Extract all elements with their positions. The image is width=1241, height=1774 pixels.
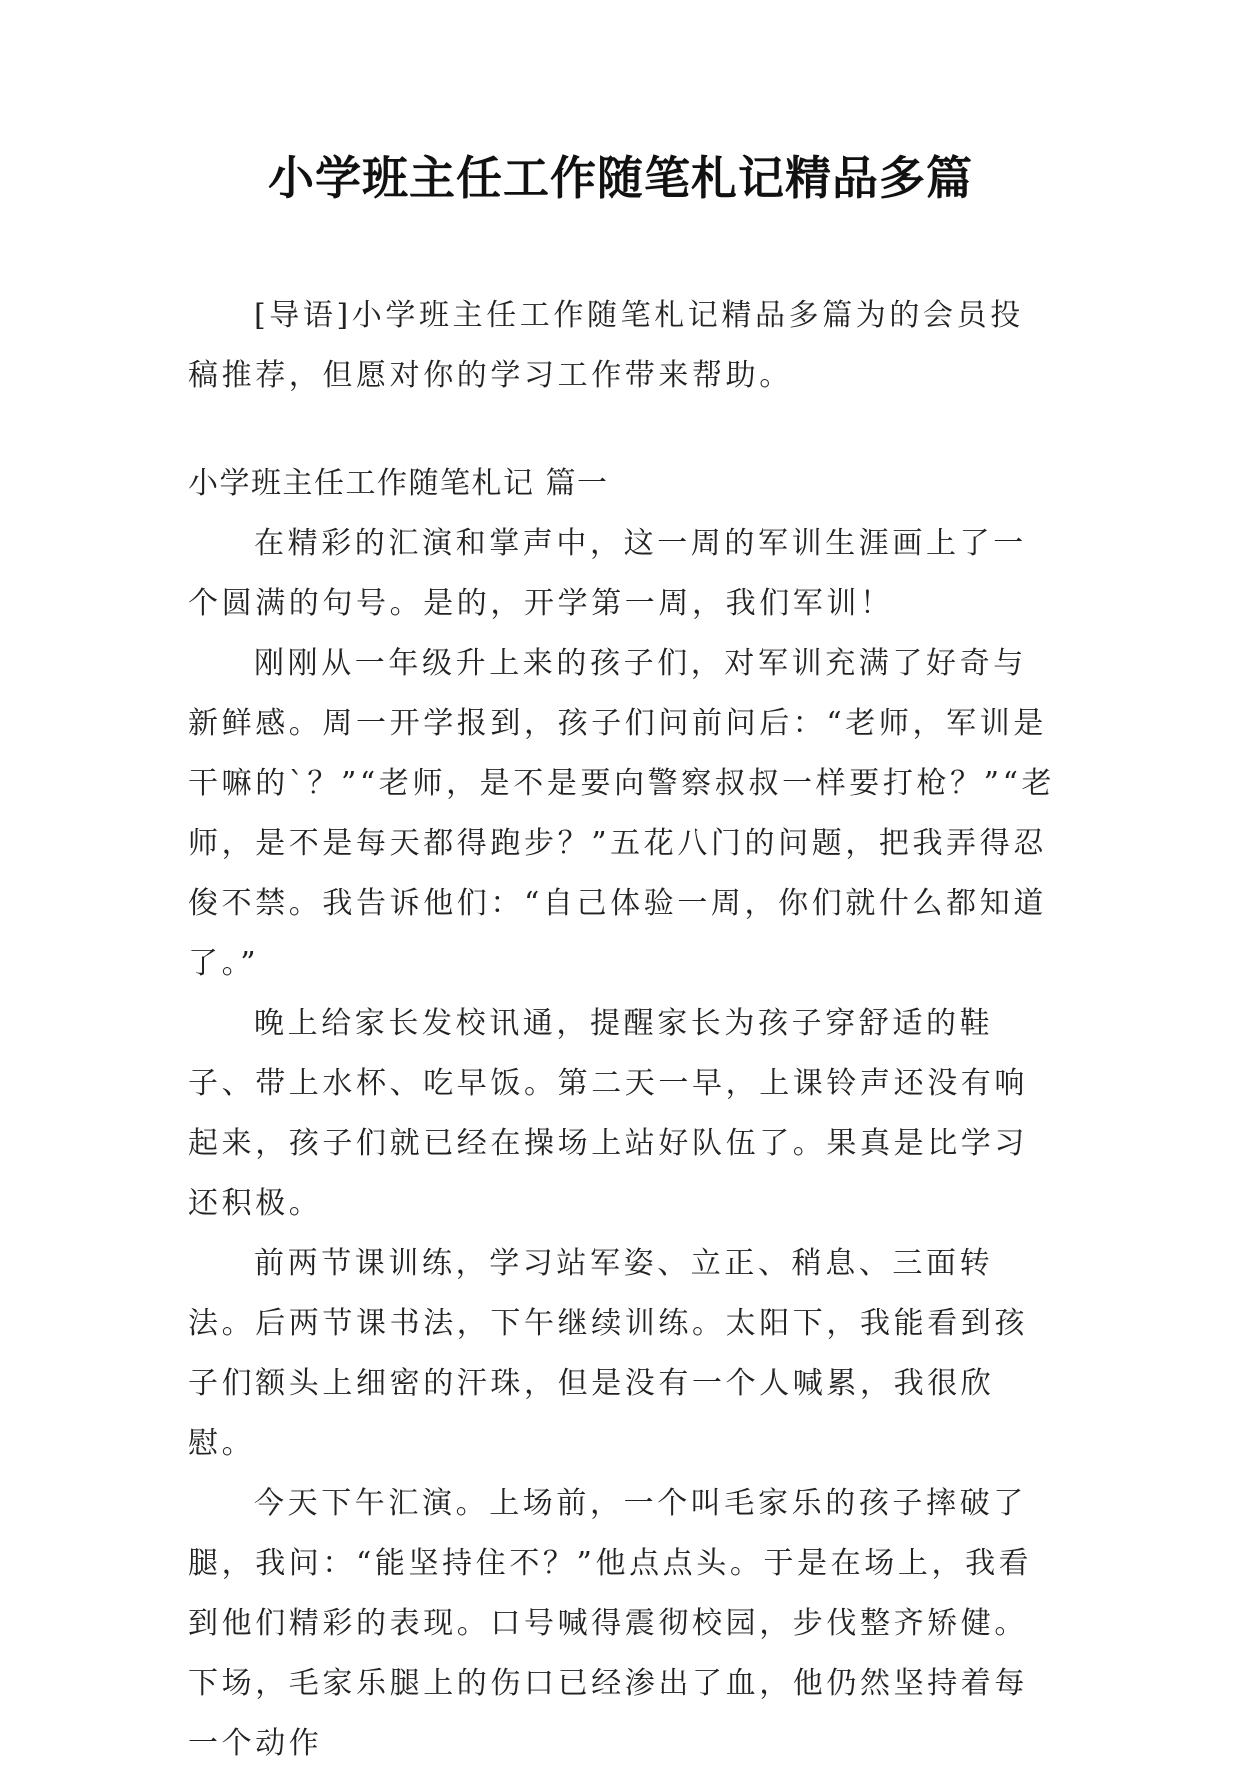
body-paragraph: 今天下午汇演。上场前，一个叫毛家乐的孩子摔破了腿，我问：“能坚持住不？”他点点头。于是在场上，我看到他们精彩的表现。口号喊得震彻校园，步伐整齐矫健。下场，毛家乐腿上的伤口已经渗出了血，他仍然坚持着每一个动作 <box>188 1486 1033 1761</box>
section-heading: 小学班主任工作随笔札记 篇一 <box>188 466 609 501</box>
article-body <box>188 454 1056 1774</box>
body-paragraph: 前两节课训练，学习站军姿、立正、稍息、三面转法。后两节课书法，下午继续训练。太阳下，我能看到孩子们额头上细密的汗珠，但是没有一个人喊累，我很欣慰。 <box>188 1246 1028 1461</box>
body-paragraph: 在精彩的汇演和掌声中，这一周的军训生涯画上了一个圆满的句号。是的，开学第一周，我们军训！ <box>188 526 1027 621</box>
document-title: 小学班主任工作随笔札记精品多篇 <box>268 151 973 205</box>
intro-paragraph: [导语]小学班主任工作随笔札记精品多篇为的会员投稿推荐，但愿对你的学习工作带来帮助。 <box>188 298 1024 393</box>
intro-block <box>188 286 1056 406</box>
body-paragraph: 刚刚从一年级升上来的孩子们，对军训充满了好奇与新鲜感。周一开学报到，孩子们问前问后：“老师，军训是干嘛的`？”“老师，是不是要向警察叔叔一样要打枪？”“老师，是不是每天都得跑步？”五花八门的问题，把我弄得忍俊不禁。我告诉他们：“自己体验一周，你们就什么都知道了。” <box>188 646 1056 981</box>
body-paragraph: 晚上给家长发校讯通，提醒家长为孩子穿舒适的鞋子、带上水杯、吃早饭。第二天一早，上课铃声还没有响起来，孩子们就已经在操场上站好队伍了。果真是比学习还积极。 <box>188 1006 1028 1221</box>
